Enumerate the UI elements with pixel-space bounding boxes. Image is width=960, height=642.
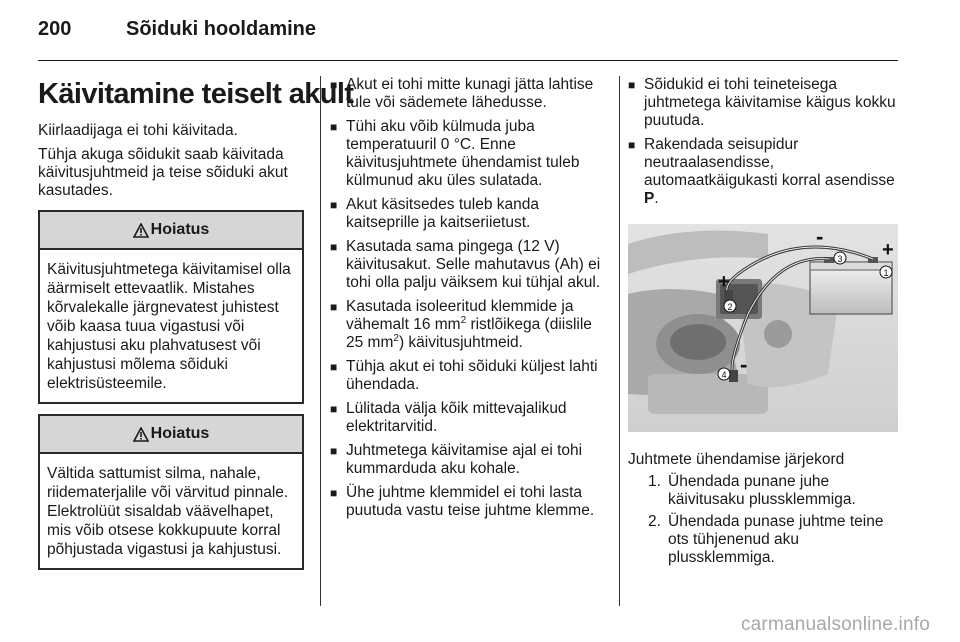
column-divider [619, 76, 620, 606]
warning-triangle-icon [133, 223, 149, 238]
svg-text:4: 4 [721, 370, 727, 380]
safety-list [330, 76, 608, 520]
jump-start-illustration [628, 224, 898, 432]
steps-caption: Juhtmete ühendamise järjekord [628, 451, 845, 468]
list-item [648, 513, 903, 567]
warning-title: Hoiatus [150, 425, 210, 442]
step-text: Ühendada punane juhe käivitusaku plussklemmiga. [668, 473, 856, 508]
page-number: 200 [38, 18, 72, 40]
minus-sign: - [740, 352, 748, 377]
right-column [628, 76, 903, 571]
list-item: ■ Ühe juhtme klemmidel ei tohi lasta puutuda vastu teise juhtme klemme. [330, 484, 608, 520]
callout-4 [718, 368, 730, 380]
intro-paragraph: Tühja akuga sõidukit saab käivitada käivitusjuhtmeid ja teise sõiduki akut kasutades. [38, 146, 288, 199]
warning-header [40, 212, 302, 250]
callout-1 [880, 266, 892, 278]
plus-sign: + [718, 271, 730, 293]
list-item-text: ristlõikega (diislile 25 mm [346, 316, 592, 351]
callout-3 [834, 252, 846, 264]
list-item: ■ Lülitada välja kõik mittevajalikud elektritarvitid. [330, 400, 608, 436]
header-divider [38, 60, 898, 61]
callout-2 [724, 300, 736, 312]
list-item: ■ Kasutada sama pingega (12 V) käivitusakut. Selle mahutavus (Ah) ei tohi olla palju väiksem kui tühjal akul. [330, 238, 608, 292]
list-item-text: Kasutada isoleeritud klemmide ja vähemalt 16 mm [346, 298, 574, 333]
preparation-list [628, 76, 903, 208]
warning-text: Käivitusjuhtmetega käivitamisel olla äärmiselt ettevaatlik. Mistahes kõrvalekalle järgnevatest juhistest võib kaasa tuua vigastusi või kahjustusi aku plahvatusest või kahjustusi mõlema sõiduki elektrisüsteemile. [47, 261, 291, 392]
column-divider [320, 76, 321, 606]
list-item: ■ Juhtmetega käivitamise ajal ei tohi kummarduda aku kohale. [330, 442, 608, 478]
list-item: ■ Akut ei tohi mitte kunagi jätta lahtise tule või sädemete lähedusse. [330, 76, 608, 112]
steps-list [628, 473, 903, 567]
superscript: 2 [393, 332, 399, 344]
list-item: ■ Tühi aku võib külmuda juba temperatuuril 0 °C. Enne käivitusjuhtmete ühendamist tuleb külmunud aku üles sulatada. [330, 118, 608, 190]
minus-sign: - [816, 224, 824, 249]
plus-sign: + [882, 239, 894, 261]
svg-text:1: 1 [883, 268, 889, 278]
warning-box [38, 210, 304, 404]
list-item: ■ Sõidukid ei tohi teineteisega juhtmetega käivitamise käigus kokku puutuda. [628, 76, 903, 130]
step-number: 1. [648, 473, 661, 490]
middle-column [330, 76, 608, 526]
svg-text:3: 3 [837, 254, 843, 264]
list-item [330, 298, 608, 352]
intro-paragraph: Kiirlaadijaga ei tohi käivitada. [38, 122, 238, 139]
step-number: 2. [648, 513, 661, 530]
warning-box [38, 414, 304, 570]
left-column [38, 76, 354, 580]
svg-text:2: 2 [727, 302, 733, 312]
list-item-text: ) käivitusjuhtmeid. [398, 334, 523, 351]
warning-title: Hoiatus [150, 221, 210, 238]
warning-header [40, 416, 302, 454]
list-item [628, 136, 903, 208]
chapter-title: Sõiduki hooldamine [126, 18, 317, 40]
list-item-text: . [654, 190, 659, 207]
list-item: ■ Akut käsitsedes tuleb kanda kaitseprille ja kaitseriietust. [330, 196, 608, 232]
list-item-text: Rakendada seisupidur neutraalasendisse, automaatkäigukasti korral asendisse [644, 136, 895, 189]
step-text: Ühendada punase juhtme teine ots tühjenenud aku plussklemmiga. [668, 513, 884, 566]
list-item [648, 473, 903, 509]
gear-position-p: P [644, 190, 655, 207]
warning-text: Vältida sattumist silma, nahale, riidematerjalile või värvitud pinnale. Elektrolüüt sisaldab väävelhapet, mis võib otsese kokkupuute korral põhjustada vigastusi ja kahjustusi. [47, 465, 289, 558]
list-item: ■ Tühja akut ei tohi sõiduki küljest lahti ühendada. [330, 358, 608, 394]
watermark: carmanualsonline.info [740, 614, 930, 635]
superscript: 2 [460, 314, 467, 326]
section-title: Käivitamine teiselt akult [38, 78, 354, 110]
warning-triangle-icon [133, 427, 149, 442]
